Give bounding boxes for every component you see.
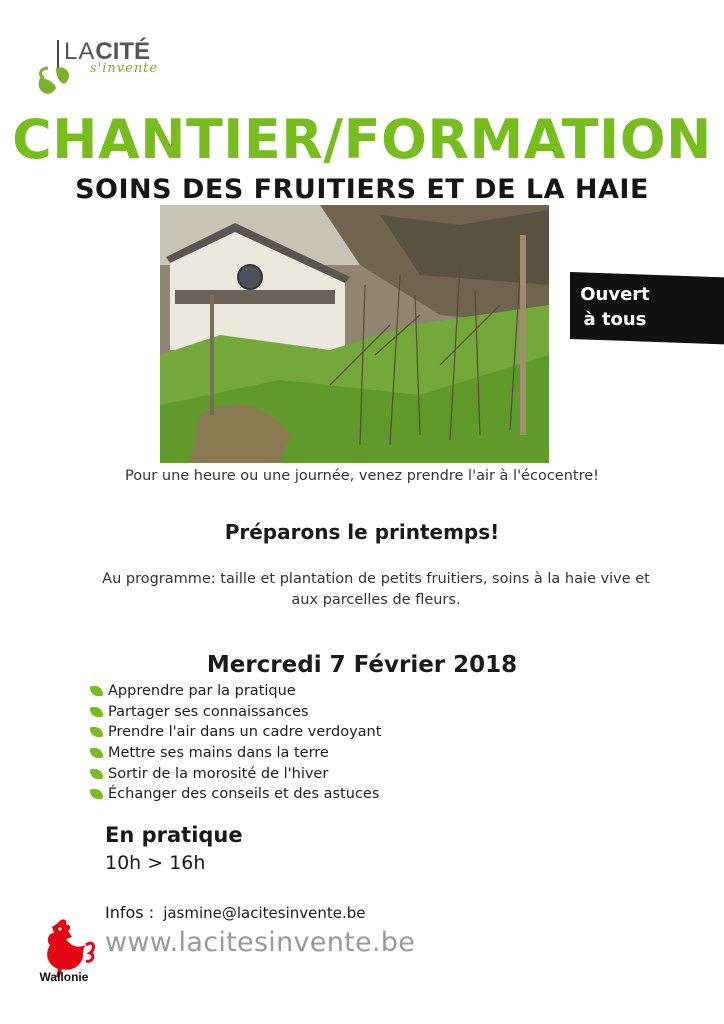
- open-badge: Ouvert à tous: [580, 284, 650, 330]
- contact-label: Infos :: [105, 903, 155, 922]
- list-item: Apprendre par la pratique: [90, 681, 381, 702]
- event-hours: 10h > 16h: [105, 852, 206, 874]
- program-description: Au programme: taille et plantation de petits fruitiers, soins à la haie vive et aux parcelles de fleurs.: [102, 571, 650, 608]
- section-heading: Préparons le printemps!: [224, 520, 500, 544]
- list-item: Prendre l'air dans un cadre verdoyant: [90, 722, 381, 743]
- tagline: Pour une heure ou une journée, venez prendre l'air à l'écocentre!: [125, 468, 599, 484]
- event-date: Mercredi 7 Février 2018: [206, 652, 518, 678]
- list-item: Mettre ses mains dans la terre: [90, 743, 381, 764]
- leaf-bullet-icon: [90, 707, 103, 717]
- benefits-list: [90, 681, 381, 805]
- leaf-bullet-icon: [90, 748, 103, 758]
- leaf-bullet-icon: [90, 789, 103, 799]
- sponsor-name: Wallonie: [39, 970, 89, 984]
- page-subtitle: SOINS DES FRUITIERS ET DE LA HAIE: [75, 174, 649, 205]
- website-link[interactable]: www.lacitesinvente.be: [105, 927, 416, 958]
- list-item: Sortir de la morosité de l'hiver: [90, 763, 381, 784]
- logo-wordmark: LACITÉ: [64, 38, 151, 65]
- ecocentre-photo: [160, 205, 549, 463]
- contact-info: [105, 903, 366, 922]
- page-title: CHANTIER/FORMATION: [12, 108, 712, 171]
- list-item: Échanger des conseils et des astuces: [90, 784, 381, 805]
- logo: [34, 34, 194, 104]
- leaf-bullet-icon: [90, 727, 103, 737]
- leaf-bullet-icon: [90, 686, 103, 696]
- logo-tagline: s'invente: [90, 61, 159, 76]
- leaf-bullet-icon: [90, 769, 103, 779]
- list-item: Partager ses connaissances: [90, 702, 381, 723]
- practical-info-title: En pratique: [105, 823, 243, 847]
- email-link[interactable]: jasmine@lacitesinvente.be: [163, 904, 366, 922]
